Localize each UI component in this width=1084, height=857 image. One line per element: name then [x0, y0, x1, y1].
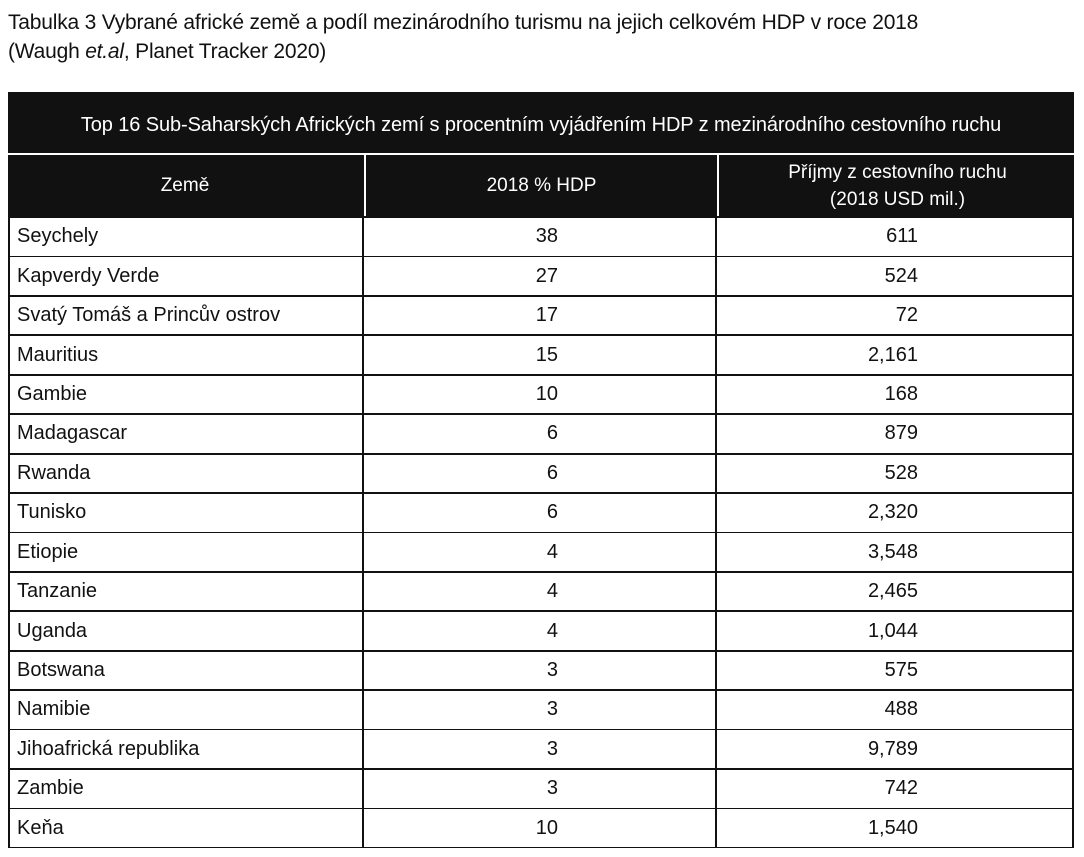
cell-gdp-pct: 10	[364, 376, 715, 414]
cell-revenue: 528	[717, 455, 1072, 493]
caption-line-2	[8, 37, 918, 66]
cell-revenue: 1,044	[717, 612, 1072, 650]
cell-country: Kapverdy Verde	[10, 257, 362, 295]
header-revenue	[717, 155, 1076, 216]
caption-source-close: , Planet Tracker 2020)	[123, 40, 327, 63]
table-row	[10, 612, 1072, 650]
cell-country: Seychely	[10, 218, 362, 256]
table-title-row	[8, 92, 1074, 153]
cell-country: Tunisko	[10, 494, 362, 532]
cell-country: Mauritius	[10, 336, 362, 374]
table-row	[10, 455, 1072, 493]
header-revenue-line-1: Příjmy z cestovního ruchu	[788, 161, 1007, 183]
table-row	[10, 494, 1072, 532]
table-row	[10, 573, 1072, 611]
cell-revenue: 488	[717, 691, 1072, 729]
cell-gdp-pct: 15	[364, 336, 715, 374]
table-header-row	[8, 153, 1074, 216]
header-gdp-pct: 2018 % HDP	[364, 155, 717, 216]
table-row	[10, 691, 1072, 729]
cell-revenue: 524	[717, 257, 1072, 295]
cell-gdp-pct: 4	[364, 612, 715, 650]
cell-revenue: 9,789	[717, 730, 1072, 768]
table-row	[10, 336, 1072, 374]
cell-country: Tanzanie	[10, 573, 362, 611]
table-row	[10, 730, 1072, 768]
tourism-table	[8, 92, 1074, 848]
cell-country: Gambie	[10, 376, 362, 414]
cell-country: Keňa	[10, 809, 362, 847]
cell-revenue: 1,540	[717, 809, 1072, 847]
cell-revenue: 3,548	[717, 533, 1072, 571]
cell-country: Uganda	[10, 612, 362, 650]
cell-country: Etiopie	[10, 533, 362, 571]
table-row	[10, 415, 1072, 453]
cell-country: Jihoafrická republika	[10, 730, 362, 768]
cell-country: Rwanda	[10, 455, 362, 493]
cell-gdp-pct: 3	[364, 652, 715, 690]
cell-gdp-pct: 6	[364, 455, 715, 493]
cell-revenue: 2,465	[717, 573, 1072, 611]
cell-gdp-pct: 27	[364, 257, 715, 295]
cell-revenue: 2,320	[717, 494, 1072, 532]
caption-source-italic: et.al	[85, 40, 124, 63]
table-caption	[8, 8, 918, 66]
cell-revenue: 168	[717, 376, 1072, 414]
cell-gdp-pct: 17	[364, 297, 715, 335]
cell-gdp-pct: 3	[364, 691, 715, 729]
table-row	[10, 218, 1072, 256]
table-row	[10, 770, 1072, 808]
cell-gdp-pct: 6	[364, 415, 715, 453]
cell-gdp-pct: 3	[364, 770, 715, 808]
table-row	[10, 376, 1072, 414]
cell-revenue: 611	[717, 218, 1072, 256]
table-body	[10, 218, 1072, 849]
cell-country: Madagascar	[10, 415, 362, 453]
caption-line-1: Tabulka 3 Vybrané africké země a podíl mezinárodního turismu na jejich celkovém HDP v roce 2018	[8, 11, 919, 34]
header-country: Země	[160, 175, 210, 196]
cell-gdp-pct: 38	[364, 218, 715, 256]
table-title: Top 16 Sub-Saharských Afrických zemí s procentním vyjádřením HDP z mezinárodního cestovního ruchu	[80, 114, 1002, 136]
header-revenue-line-2: (2018 USD mil.)	[829, 188, 966, 210]
cell-revenue: 2,161	[717, 336, 1072, 374]
cell-country: Namibie	[10, 691, 362, 729]
table-row	[10, 809, 1072, 847]
caption-source-open: (Waugh	[8, 40, 86, 63]
cell-country: Zambie	[10, 770, 362, 808]
cell-revenue: 72	[717, 297, 1072, 335]
table-row	[10, 257, 1072, 295]
cell-revenue: 575	[717, 652, 1072, 690]
cell-country: Svatý Tomáš a Princův ostrov	[10, 297, 362, 335]
table-row	[10, 297, 1072, 335]
cell-revenue: 879	[717, 415, 1072, 453]
cell-gdp-pct: 4	[364, 573, 715, 611]
cell-gdp-pct: 10	[364, 809, 715, 847]
cell-gdp-pct: 6	[364, 494, 715, 532]
cell-gdp-pct: 4	[364, 533, 715, 571]
cell-country: Botswana	[10, 652, 362, 690]
table-row	[10, 533, 1072, 571]
table-row	[10, 652, 1072, 690]
cell-gdp-pct: 3	[364, 730, 715, 768]
cell-revenue: 742	[717, 770, 1072, 808]
